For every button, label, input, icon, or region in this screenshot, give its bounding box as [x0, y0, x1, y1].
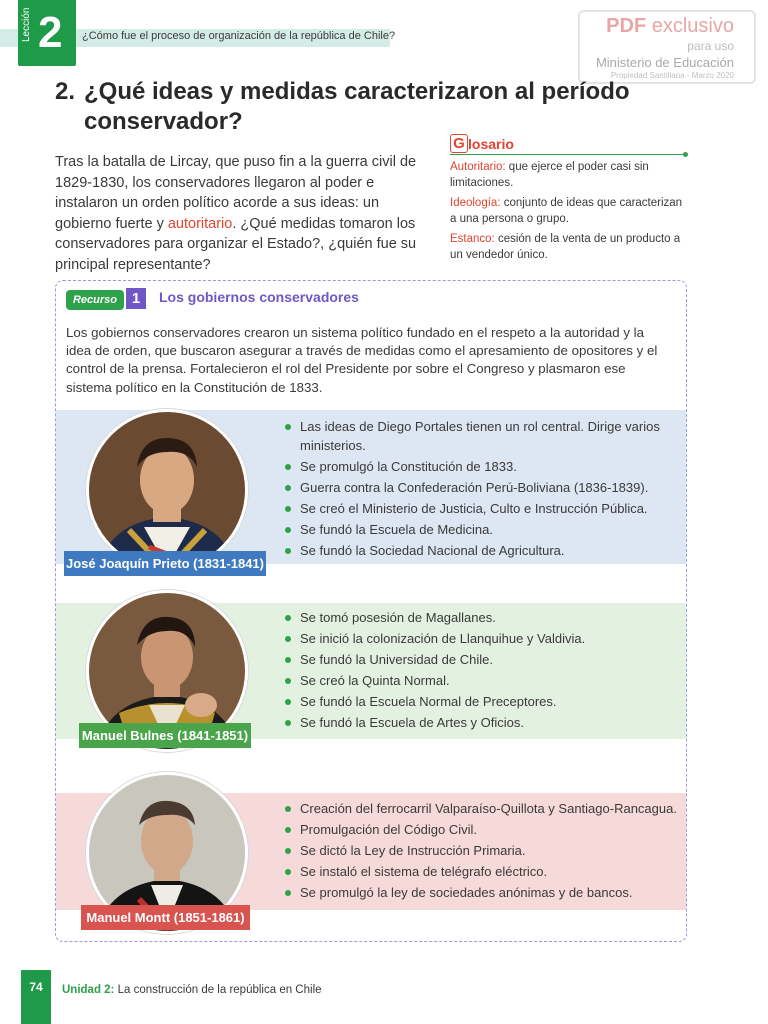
glossary-term: Autoritario:: [450, 161, 506, 173]
intro-text-1: Tras la batalla de Lircay, que puso fin a la guerra civil de 1829-1830, los conservadores llegaron al poder e instalaron un orden político acorde a sus ideas: un gobierno fuerte y: [55, 154, 417, 232]
list-item: [284, 800, 684, 819]
president-name-bulnes: Manuel Bulnes (1841-1851): [79, 723, 251, 748]
pdf-exclusive-stamp: [578, 10, 756, 84]
list-item-text: Se creó la Quinta Normal.: [300, 673, 450, 688]
list-item-text: Se tomó posesión de Magallanes.: [300, 610, 496, 625]
resource-title: Los gobiernos conservadores: [159, 289, 359, 305]
list-item: [284, 672, 684, 691]
list-item: [284, 842, 684, 861]
list-item: [284, 884, 684, 903]
bullet-dot-icon: [285, 424, 291, 430]
list-item: [284, 630, 684, 649]
list-item-text: Se fundó la Escuela Normal de Preceptores.: [300, 694, 557, 709]
bullet-dot-icon: [285, 527, 291, 533]
list-item-text: Se fundó la Sociedad Nacional de Agricultura.: [300, 542, 565, 558]
stamp-pdf: PDF: [606, 15, 647, 37]
list-item-text: Las ideas de Diego Portales tienen un rol central. Dirige varios ministerios.: [300, 419, 660, 453]
stamp-exclusivo: exclusivo: [651, 15, 734, 37]
glossary: [450, 134, 686, 263]
list-item-text: Se instaló el sistema de telégrafo eléctrico.: [300, 864, 548, 879]
list-item-text: Se inició la colonización de Llanquihue y Valdivia.: [300, 631, 586, 646]
glossary-item: [450, 232, 686, 263]
bullet-dot-icon: [285, 890, 291, 896]
list-item-text: Guerra contra la Confederación Perú-Boliviana (1836-1839).: [300, 479, 649, 495]
intro-paragraph: [55, 152, 417, 275]
intro-highlight-term: autoritario: [167, 215, 233, 232]
list-item: [284, 542, 684, 561]
list-item-text: Se fundó la Universidad de Chile.: [300, 652, 493, 667]
bullet-dot-icon: [285, 848, 291, 854]
bullet-dot-icon: [285, 615, 291, 621]
list-item-text: Se creó el Ministerio de Justicia, Culto e Instrucción Pública.: [300, 500, 648, 516]
footer-unit-title: La construcción de la república en Chile: [114, 984, 322, 996]
lesson-word: Lección: [21, 7, 32, 42]
stamp-propiedad: Propiedad Santillana - Marzo 2020: [610, 71, 734, 80]
stamp-pdf-line: [606, 15, 734, 38]
lesson-tab: [18, 0, 76, 66]
measures-list-bulnes: [284, 609, 684, 735]
footer-unit-label: Unidad 2:: [62, 984, 115, 996]
bullet-dot-icon: [285, 869, 291, 875]
bullet-dot-icon: [285, 678, 291, 684]
bullet-dot-icon: [285, 720, 291, 726]
list-item-text: Se fundó la Escuela de Medicina.: [300, 521, 493, 537]
president-name-montt: Manuel Montt (1851-1861): [81, 905, 250, 930]
glossary-item: [450, 196, 686, 227]
measures-list-montt: [284, 800, 684, 905]
section-number: 2.: [55, 78, 76, 105]
resource-number: 1: [126, 288, 146, 309]
resource-tag: Recurso: [66, 290, 124, 310]
page-number: 74: [21, 970, 51, 1024]
footer-unit: [62, 984, 322, 996]
stamp-para-uso: para uso: [687, 39, 734, 53]
list-item: [284, 609, 684, 628]
bullet-dot-icon: [285, 464, 291, 470]
portrait-prieto: [86, 409, 248, 571]
glossary-term: Estanco:: [450, 233, 495, 245]
bullet-dot-icon: [285, 636, 291, 642]
list-item: [284, 521, 684, 540]
bullet-dot-icon: [285, 506, 291, 512]
glossary-definition: cesión de la venta de un producto a un vendedor único.: [450, 233, 681, 261]
list-item: [284, 863, 684, 882]
glossary-term: Ideología:: [450, 197, 501, 209]
glossary-header: [450, 134, 686, 155]
list-item-text: Se promulgó la ley de sociedades anónimas y de bancos.: [300, 885, 633, 900]
section-title-line1: ¿Qué ideas y medidas caracterizaron al período: [84, 78, 630, 105]
list-item: [284, 714, 684, 733]
list-item: [284, 458, 684, 477]
list-item: [284, 479, 684, 498]
bullet-dot-icon: [285, 699, 291, 705]
lesson-number: 2: [38, 8, 63, 57]
president-name-prieto: José Joaquín Prieto (1831-1841): [64, 551, 266, 576]
list-item: [284, 821, 684, 840]
list-item: [284, 651, 684, 670]
list-item: [284, 693, 684, 712]
intro-text-2: . ¿Qué medidas tomaron los conservadores para organizar el Estado?, ¿quién fue su principal representante?: [55, 215, 417, 273]
glossary-definition: que ejerce el poder casi sin limitaciones.: [450, 161, 649, 189]
glossary-rule-dot: [683, 152, 688, 157]
measures-list-prieto: [284, 418, 684, 563]
lesson-question: ¿Cómo fue el proceso de organización de la república de Chile?: [82, 30, 396, 42]
list-item: [284, 500, 684, 519]
list-item: [284, 418, 684, 455]
section-title-line2: conservador?: [84, 108, 243, 135]
resource-text: Los gobiernos conservadores crearon un sistema político fundado en el respeto a la autoridad y la idea de orden, que buscaron asegurar a través de medidas como el apresamiento de opositores y el control de la prensa. Fortalecieron el rol del Presidente por sobre el Congreso y plasmaron ese sistema político en la Constitución de 1833.: [66, 325, 658, 395]
glossary-title: losario: [468, 136, 514, 152]
bullet-dot-icon: [285, 827, 291, 833]
list-item-text: Se promulgó la Constitución de 1833.: [300, 458, 517, 474]
bullet-dot-icon: [285, 806, 291, 812]
bullet-dot-icon: [285, 657, 291, 663]
list-item-text: Se dictó la Ley de Instrucción Primaria.: [300, 843, 526, 858]
bullet-dot-icon: [285, 548, 291, 554]
list-item-text: Promulgación del Código Civil.: [300, 822, 478, 837]
glossary-definition: conjunto de ideas que caracterizan a una persona o grupo.: [450, 197, 683, 225]
list-item-text: Creación del ferrocarril Valparaíso-Quillota y Santiago-Rancagua.: [300, 801, 677, 816]
stamp-ministerio: Ministerio de Educación: [595, 55, 734, 70]
list-item-text: Se fundó la Escuela de Artes y Oficios.: [300, 715, 525, 730]
glossary-initial: G: [450, 134, 468, 153]
glossary-item: [450, 160, 686, 191]
bullet-dot-icon: [285, 485, 291, 491]
